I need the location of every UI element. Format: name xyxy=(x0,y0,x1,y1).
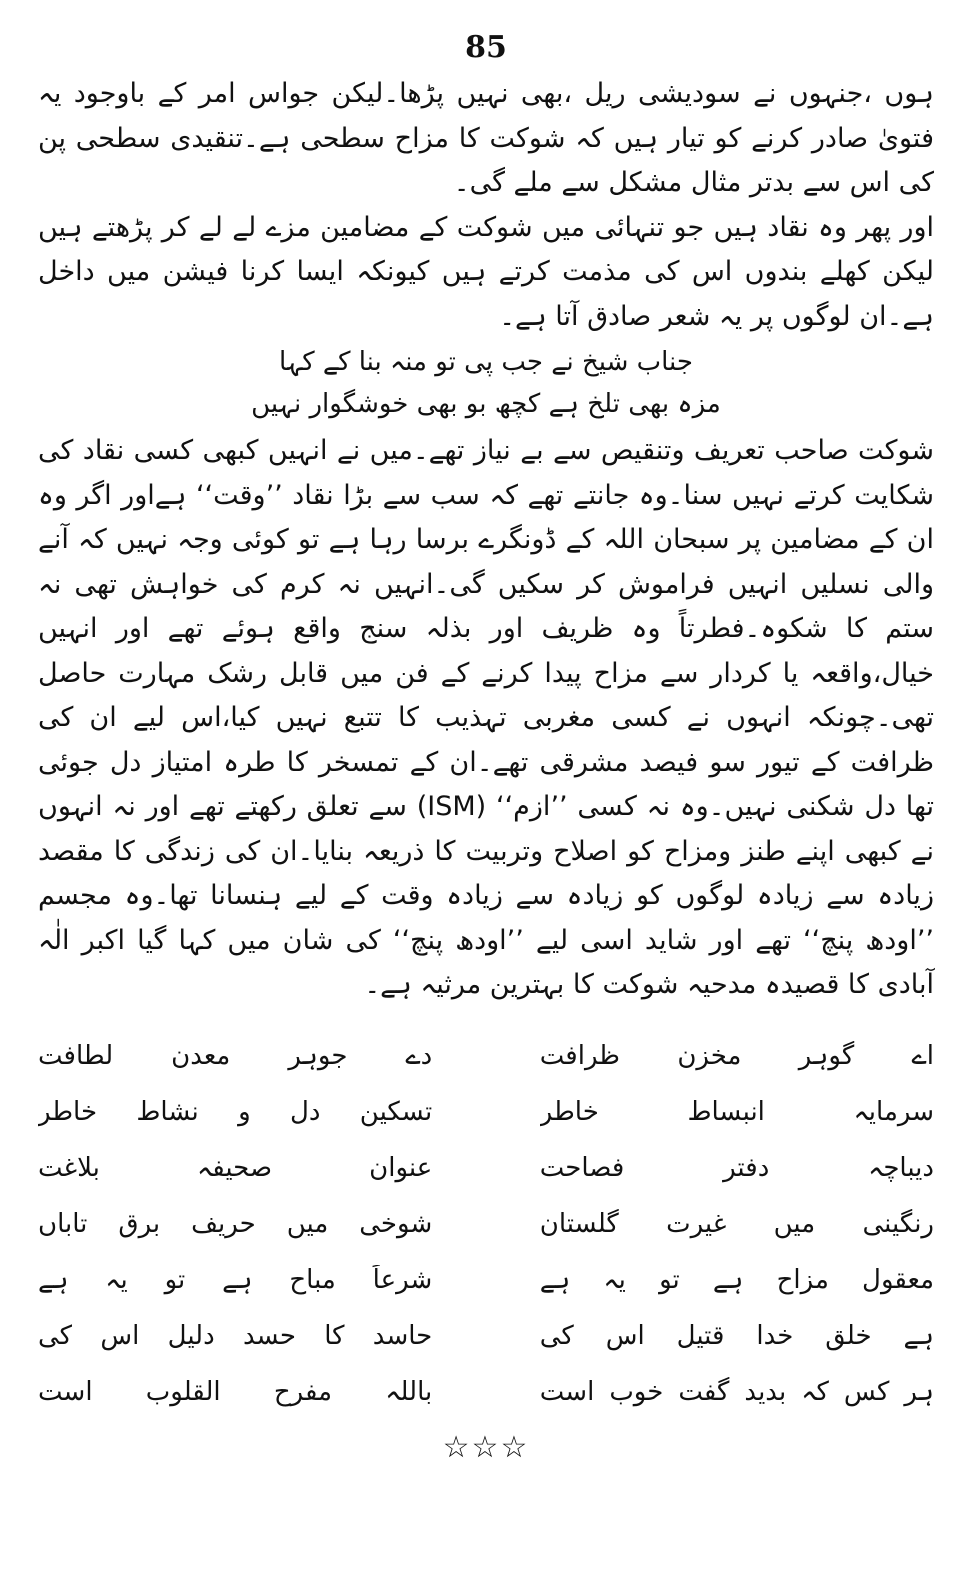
body-text xyxy=(38,72,934,339)
verse-first-hemistich: معقول مزاح ہے تو یہ ہے xyxy=(539,1264,934,1295)
verse-first-hemistich: دیباچہ دفتر فصاحت xyxy=(539,1152,934,1183)
couplet xyxy=(38,341,934,425)
page-number: 85 xyxy=(465,30,507,65)
verse-second-hemistich: شرعاً مباح ہے تو یہ ہے xyxy=(38,1264,433,1295)
verse-first-hemistich: اے گوہر مخزن ظرافت xyxy=(539,1040,934,1071)
verse-second-hemistich: عنوان صحیفہ بلاغت xyxy=(38,1152,433,1183)
poem-verse xyxy=(38,1084,934,1140)
poem-verse xyxy=(38,1364,934,1420)
verse-first-hemistich: ہے خلق خدا قتیل اس کی xyxy=(539,1320,934,1351)
couplet-line-1: جناب شیخ نے جب پی تو منہ بنا کے کہا xyxy=(279,347,693,377)
body-text-continued xyxy=(38,429,934,1008)
poem-verse xyxy=(38,1140,934,1196)
poem-verse xyxy=(38,1028,934,1084)
verse-first-hemistich: سرمایہ انبساط خاطر xyxy=(539,1096,934,1127)
paragraph-1: ہوں ،جنہوں نے سودیشی ریل ،بھی نہیں پڑھا۔لیکن جواس امر کے باوجود یہ فتویٰ صادر کرنے کو تیار ہیں کہ شوکت کا مزاح سطحی ہے۔تنقیدی سطحی پن کی اس سے بدتر مثال مشکل سے ملے گی۔ xyxy=(38,78,934,198)
verse-second-hemistich: شوخی میں حریف برق تاباں xyxy=(38,1208,433,1239)
paragraph-2: اور پھر وہ نقاد ہیں جو تنہائی میں شوکت کے مضامین مزے لے لے کر پڑھتے ہیں لیکن کھلے بندوں اس کی مذمت کرتے ہیں کیونکہ ایسا کرنا فیشن میں داخل ہے۔ان لوگوں پر یہ شعر صادق آتا ہے۔ xyxy=(38,211,934,332)
verse-first-hemistich: رنگینی میں غیرت گلستان xyxy=(539,1208,934,1239)
verse-second-hemistich: تسکین دل و نشاط خاطر xyxy=(38,1096,433,1127)
poem-verse xyxy=(38,1196,934,1252)
verse-second-hemistich: حاسد کا حسد دلیل اس کی xyxy=(38,1320,433,1351)
poem-verse xyxy=(38,1252,934,1308)
verse-first-hemistich: ہر کس کہ بدید گفت خوب است xyxy=(539,1376,934,1407)
qasida-poem xyxy=(38,1028,934,1420)
verse-second-hemistich: دے جوہر معدن لطافت xyxy=(38,1040,433,1071)
paragraph-3: شوکت صاحب تعریف وتنقیص سے بے نیاز تھے۔میں نے انہیں کبھی کسی نقاد کی شکایت کرتے نہیں سنا۔وہ جانتے تھے کہ سب سے بڑا نقاد ’’وقت‘‘ ہےاور اگر وہ ان کے مضامین پر سبحان اللہ کے ڈونگرے برسا رہا ہے تو کوئی وجہ نہیں کہ آنے والی نسلیں انہیں فراموش کر سکیں گی۔انہیں نہ کرم کی خواہش تھی نہ ستم کا شکوہ۔فطرتاً وہ ظریف اور بذلہ سنج واقع ہوئے تھے اور انہیں خیال،واقعہ یا کردار سے مزاح پیدا کرنے کے فن میں قابل رشک مہارت حاصل تھی۔چونکہ انہوں نے کسی مغربی تہذیب کا تتبع نہیں کیا،اس لیے ان کی ظرافت کے تیور سو فیصد مشرقی تھے۔ان کے تمسخر کا طرہ امتیاز دل جوئی تھا دل شکنی نہیں۔وہ نہ کسی ’’ازم‘‘ (ISM) سے تعلق رکھتے تھے اور نہ انہوں نے کبھی اپنے طنز ومزاح کو اصلاح وتربیت کا ذریعہ بنایا۔ان کی زندگی کا مقصد زیادہ سے زیادہ لوگوں کو زیادہ سے زیادہ وقت کے لیے ہنسانا تھا۔وہ مجسم ’’اودھ پنچ‘‘ تھے اور شاید اسی لیے ’’اودھ پنچ‘‘ کی شان میں کہا گیا اکبر الٰہ آبادی کا قصیدہ مدحیہ شوکت کا بہترین مرثیہ ہے۔ xyxy=(38,435,934,1000)
couplet-line-2: مزہ بھی تلخ ہے کچھ بو بھی خوشگوار نہیں xyxy=(251,389,721,419)
verse-second-hemistich: باللہ مفرح القلوب است xyxy=(38,1376,433,1407)
star-ornament-icon: ☆☆☆ xyxy=(442,1429,530,1465)
poem-verse xyxy=(38,1308,934,1364)
